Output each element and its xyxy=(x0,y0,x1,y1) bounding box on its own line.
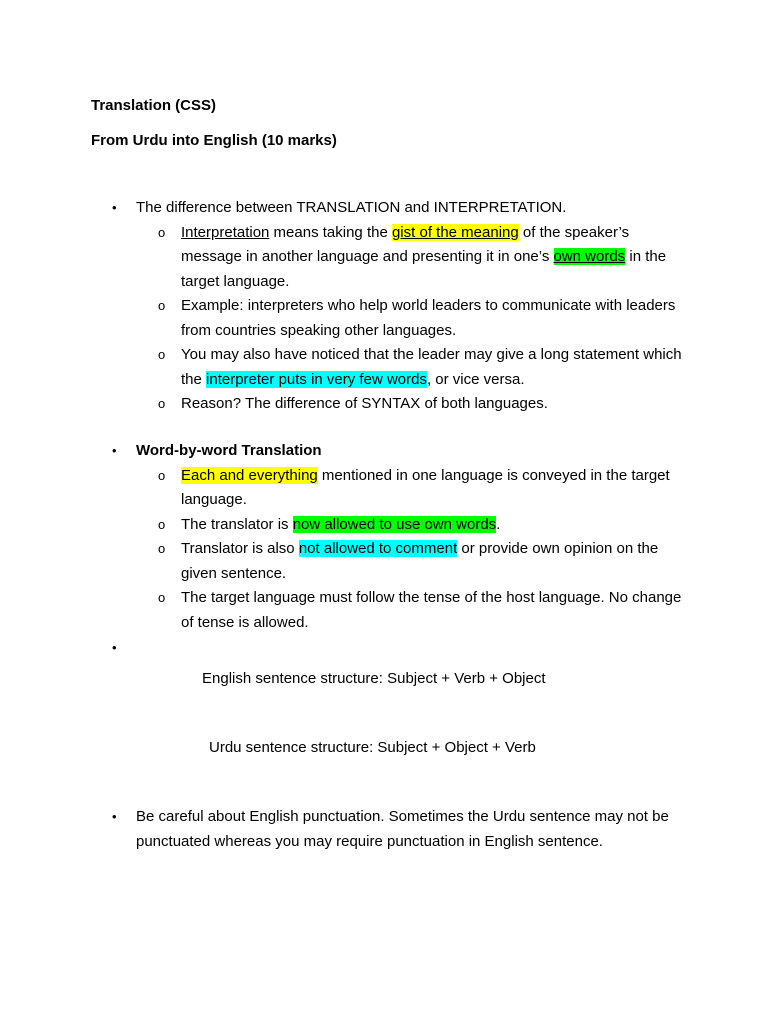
text-run: The target language must follow the tense of the host language. No change of tense is allowed. xyxy=(181,589,682,631)
sub-bullet-icon: o xyxy=(158,298,166,313)
highlight-green: now allowed to use own words xyxy=(292,515,497,533)
bullet-icon: • xyxy=(112,443,117,458)
sub-list-item xyxy=(0,464,768,513)
sub-bullet-icon: o xyxy=(158,347,166,362)
text-run: of the speaker’s message in another language and presenting it in one’s xyxy=(181,223,630,265)
section-punctuation xyxy=(0,805,768,854)
highlight-yellow: Each and everything xyxy=(181,466,318,484)
list-item xyxy=(0,439,768,464)
text-run: or provide own opinion on the given sentence. xyxy=(181,540,659,582)
document-title: Translation (CSS) xyxy=(91,97,217,114)
list-item xyxy=(0,805,768,854)
urdu-structure: Urdu sentence structure: Subject + Object + Verb xyxy=(209,739,536,756)
text-run: The translator is xyxy=(181,515,293,533)
text-run: , or vice versa. xyxy=(426,370,525,388)
section-heading: Word-by-word Translation xyxy=(136,442,322,459)
sub-bullet-icon: o xyxy=(158,396,166,411)
text-run: mentioned in one language is conveyed in the target language. xyxy=(181,466,670,508)
sub-bullet-icon: o xyxy=(158,516,166,532)
text-run: . xyxy=(496,515,501,533)
sub-list-item xyxy=(0,513,768,538)
sub-bullet-icon: o xyxy=(158,224,166,240)
text-run: Reason? The difference of SYNTAX of both languages. xyxy=(181,395,548,412)
text-run: You may also have noticed that the leader may give a long statement which the xyxy=(181,346,682,388)
text-run: means taking the xyxy=(269,223,392,241)
list-item xyxy=(0,196,768,221)
document-subtitle: From Urdu into English (10 marks) xyxy=(91,132,337,149)
sub-list-item xyxy=(0,392,768,417)
english-structure: English sentence structure: Subject + Verb + Object xyxy=(202,670,546,687)
section-translation-vs-interpretation xyxy=(0,196,768,417)
sub-list-item xyxy=(0,294,768,343)
sub-list-item xyxy=(0,343,768,392)
highlight-green: own words xyxy=(553,248,626,265)
sub-list-item xyxy=(0,221,768,295)
sub-bullet-icon: o xyxy=(158,467,166,483)
list-item-text: The difference between TRANSLATION and INTERPRETATION. xyxy=(136,199,567,216)
highlight-cyan: not allowed to comment xyxy=(298,540,458,557)
highlight-cyan: interpreter puts in very few words xyxy=(206,370,427,388)
bullet-icon: • xyxy=(112,809,117,824)
sub-list-item xyxy=(0,537,768,586)
term-interpretation: Interpretation xyxy=(181,223,270,241)
sub-bullet-icon: o xyxy=(158,541,166,556)
text-run: Example: interpreters who help world leaders to communicate with leaders from countries speaking other languages. xyxy=(181,297,676,339)
text-run: Translator is also xyxy=(181,540,299,557)
text-run: in the target language. xyxy=(181,248,667,290)
list-item-text: Be careful about English punctuation. Sometimes the Urdu sentence may not be punctuated whereas you may require punctuation in English sentence. xyxy=(136,808,669,850)
bullet-icon: • xyxy=(112,640,117,655)
sub-bullet-icon: o xyxy=(158,590,166,605)
section-word-by-word xyxy=(0,439,768,635)
bullet-icon: • xyxy=(112,200,117,215)
sub-list-item xyxy=(0,586,768,635)
highlight-yellow: gist of the meaning xyxy=(391,223,519,241)
